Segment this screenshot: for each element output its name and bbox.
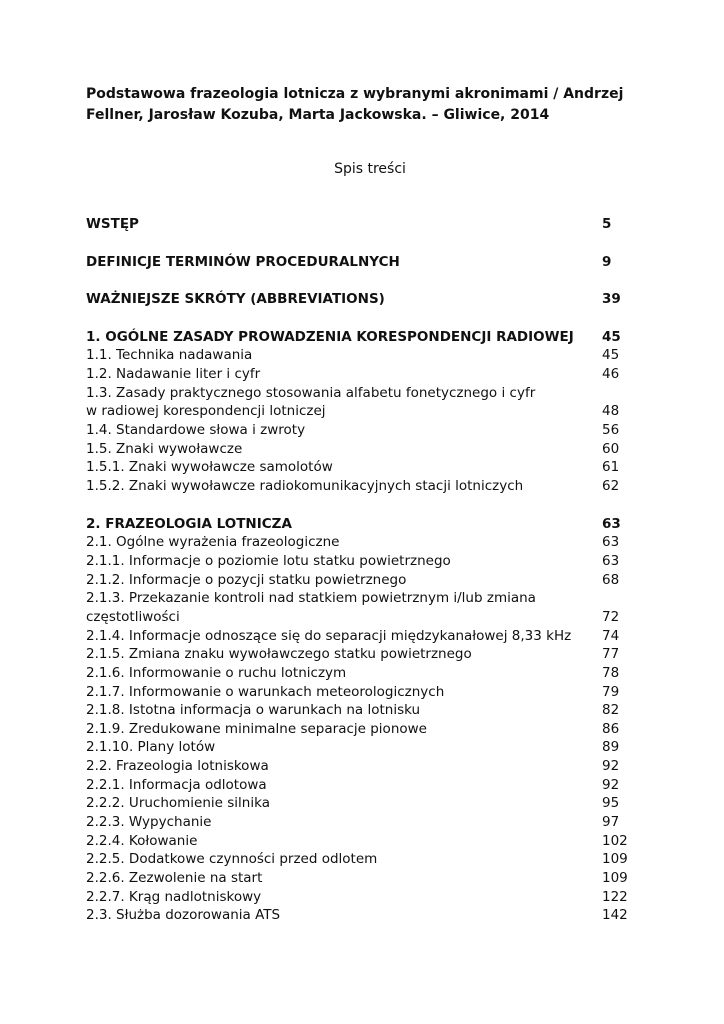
toc-entry-label: 2. FRAZEOLOGIA LOTNICZA: [86, 516, 292, 532]
toc-entry-page: 77: [602, 646, 620, 662]
toc-entry-label: 2.2.2. Uruchomienie silnika: [86, 795, 270, 811]
toc-entry: [86, 608, 636, 627]
toc-entry-label: 2.2.6. Zezwolenie na start: [86, 870, 263, 886]
toc-entry-label: 1.1. Technika nadawania: [86, 347, 253, 363]
toc-entry: [86, 757, 636, 776]
toc-entry: [86, 589, 636, 608]
toc-entry-page: 109: [602, 870, 628, 886]
toc-entry-label: 2.2.3. Wypychanie: [86, 814, 212, 830]
toc-entry-page: 79: [602, 684, 620, 700]
toc-entry-label: WAŻNIEJSZE SKRÓTY (ABBREVIATIONS): [86, 291, 385, 307]
toc-entry: [86, 458, 636, 477]
toc-entry-page: 56: [602, 422, 620, 438]
toc-entry-label: 1.3. Zasady praktycznego stosowania alfabetu fonetycznego i cyfr: [86, 385, 536, 401]
document-title-line-2: Fellner, Jarosław Kozuba, Marta Jackowska. – Gliwice, 2014: [86, 107, 550, 123]
toc-entry: [86, 290, 636, 309]
toc-entry-page: 68: [602, 572, 620, 588]
toc-entry: [86, 328, 636, 347]
toc-entry-label: w radiowej korespondencji lotniczej: [86, 403, 326, 419]
toc-entry-label: 2.1.4. Informacje odnoszące się do separacji międzykanałowej 8,33 kHz: [86, 628, 572, 644]
toc-entry-page: 89: [602, 739, 620, 755]
toc-entry-label: częstotliwości: [86, 609, 180, 625]
document-title: [86, 84, 646, 126]
toc-entry: [86, 850, 636, 869]
toc-entry: [86, 346, 636, 365]
toc-entry-page: 92: [602, 758, 620, 774]
toc-entry-label: 2.1.6. Informowanie o ruchu lotniczym: [86, 665, 347, 681]
toc-entry-page: 63: [602, 516, 621, 532]
toc-entry-label: 2.2. Frazeologia lotniskowa: [86, 758, 269, 774]
toc-entry: [86, 627, 636, 646]
toc-entry-page: 60: [602, 441, 620, 457]
toc-entry-label: 2.2.1. Informacja odlotowa: [86, 777, 267, 793]
toc-entry-page: 97: [602, 814, 620, 830]
toc-entry: [86, 571, 636, 590]
toc-entry: [86, 253, 636, 272]
toc-entry: [86, 888, 636, 907]
toc-entry: [86, 421, 636, 440]
toc-entry: [86, 701, 636, 720]
toc-entry: [86, 384, 636, 403]
toc-entry: [86, 645, 636, 664]
toc-entry-page: 62: [602, 478, 620, 494]
toc-entry: [86, 776, 636, 795]
toc-entry-page: 109: [602, 851, 628, 867]
toc-entry-label: WSTĘP: [86, 216, 139, 232]
toc-entry-label: 2.3. Służba dozorowania ATS: [86, 907, 281, 923]
toc-entry-label: 2.1.7. Informowanie o warunkach meteorologicznych: [86, 684, 445, 700]
toc-entry-label: 2.2.4. Kołowanie: [86, 833, 198, 849]
toc-entry-page: 61: [602, 459, 620, 475]
toc-entry-page: 95: [602, 795, 620, 811]
toc-entry-page: 86: [602, 721, 620, 737]
toc-entry: [86, 664, 636, 683]
toc-entry-label: DEFINICJE TERMINÓW PROCEDURALNYCH: [86, 254, 400, 270]
toc-entry-page: 74: [602, 628, 620, 644]
toc-entry-page: 46: [602, 366, 620, 382]
toc-entry-label: 1.5.1. Znaki wywoławcze samolotów: [86, 459, 333, 475]
toc-entry-label: 2.2.7. Krąg nadlotniskowy: [86, 889, 262, 905]
toc-entry-label: 2.1.1. Informacje o poziomie lotu statku powietrznego: [86, 553, 451, 569]
toc-entry: [86, 402, 636, 421]
toc-entry-label: 1.2. Nadawanie liter i cyfr: [86, 366, 261, 382]
toc-entry-label: 2.1.9. Zredukowane minimalne separacje pionowe: [86, 721, 427, 737]
toc-entry-label: 2.1.3. Przekazanie kontroli nad statkiem powietrznym i/lub zmiana: [86, 590, 536, 606]
toc-entry: [86, 515, 636, 534]
toc-entry: [86, 906, 636, 925]
toc-entry: [86, 552, 636, 571]
toc-heading: Spis treści: [334, 161, 406, 177]
toc-entry-page: 63: [602, 534, 620, 550]
toc-entry-page: 72: [602, 609, 620, 625]
toc-entry: [86, 440, 636, 459]
toc-entry-label: 2.1. Ogólne wyrażenia frazeologiczne: [86, 534, 340, 550]
toc-entry-label: 2.1.2. Informacje o pozycji statku powietrznego: [86, 572, 407, 588]
toc-entry: [86, 683, 636, 702]
toc-entry-label: 2.2.5. Dodatkowe czynności przed odlotem: [86, 851, 378, 867]
toc-entry-label: 2.1.5. Zmiana znaku wywoławczego statku powietrznego: [86, 646, 472, 662]
toc-entry-label: 2.1.8. Istotna informacja o warunkach na lotnisku: [86, 702, 421, 718]
document-title-line-1: Podstawowa frazeologia lotnicza z wybranymi akronimami / Andrzej: [86, 86, 624, 102]
toc-entry-page: 9: [602, 254, 612, 270]
toc-entry: [86, 365, 636, 384]
toc-entry: [86, 215, 636, 234]
toc-entry-label: 2.1.10. Plany lotów: [86, 739, 216, 755]
toc-entry: [86, 738, 636, 757]
toc-entry-label: 1.4. Standardowe słowa i zwroty: [86, 422, 306, 438]
toc-entry-page: 142: [602, 907, 628, 923]
toc-entry-page: 39: [602, 291, 621, 307]
toc-entry-page: 45: [602, 329, 621, 345]
toc-entry-label: 1. OGÓLNE ZASADY PROWADZENIA KORESPONDENCJI RADIOWEJ: [86, 329, 574, 345]
toc-entry-page: 82: [602, 702, 620, 718]
toc-entry: [86, 869, 636, 888]
toc-entry-label: 1.5. Znaki wywoławcze: [86, 441, 243, 457]
toc-entry: [86, 813, 636, 832]
toc-entry-page: 92: [602, 777, 620, 793]
toc-entry-page: 45: [602, 347, 620, 363]
toc-entry: [86, 720, 636, 739]
toc-entry: [86, 794, 636, 813]
toc-entry: [86, 832, 636, 851]
toc-entry-page: 5: [602, 216, 612, 232]
toc-entry-page: 102: [602, 833, 628, 849]
toc-entry: [86, 533, 636, 552]
toc-entry-label: 1.5.2. Znaki wywoławcze radiokomunikacyjnych stacji lotniczych: [86, 478, 524, 494]
toc-entry: [86, 477, 636, 496]
toc-entry-page: 63: [602, 553, 620, 569]
toc-entry-page: 48: [602, 403, 620, 419]
toc-entry-page: 78: [602, 665, 620, 681]
toc-entry-page: 122: [602, 889, 628, 905]
